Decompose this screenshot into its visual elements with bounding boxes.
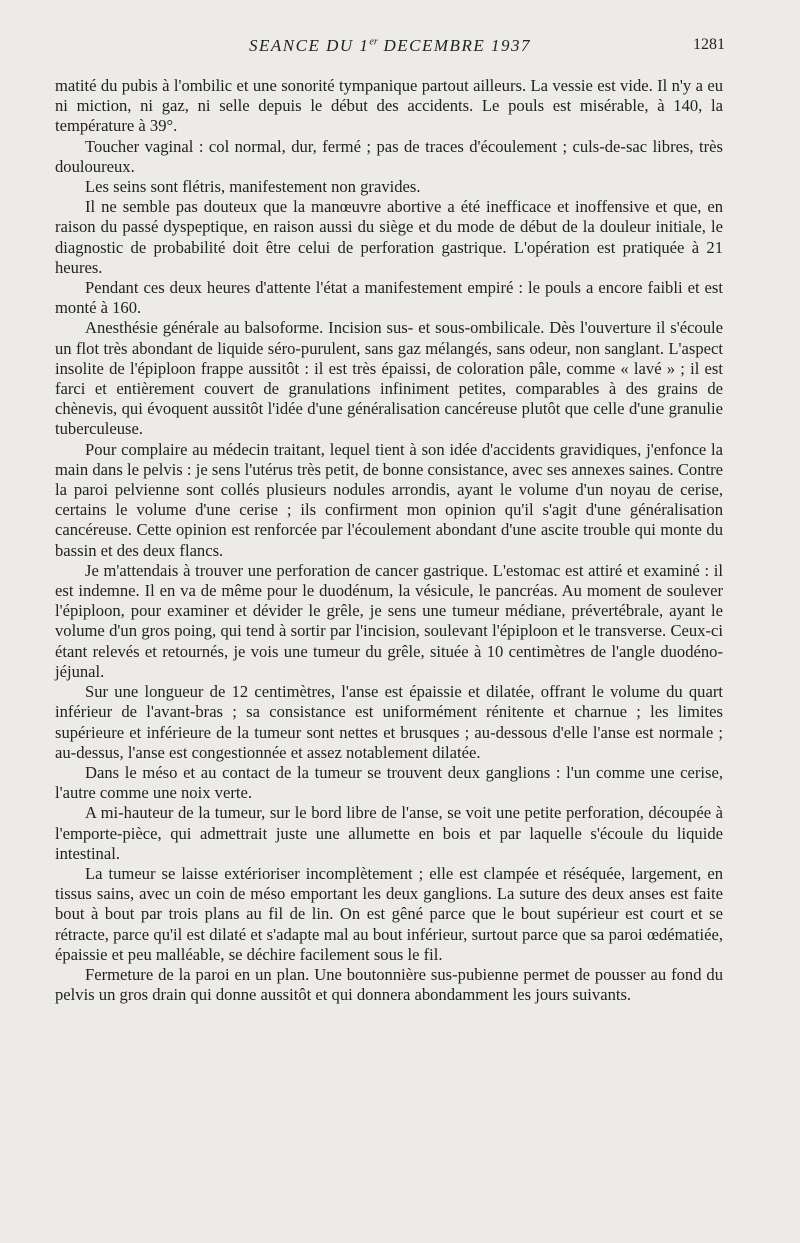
paragraph: Les seins sont flétris, manifestement non gravides. [85,177,421,197]
paragraph: A mi-hauteur de la tumeur, sur le bord libre de l'anse, se voit une petite perforation, découpée à l'emporte-pièce, qui admettrait juste une allumette en bois et par laquelle s'écoule du liquide intestinal. [55,803,723,863]
paragraph: Pendant ces deux heures d'attente l'état a manifestement empiré : le pouls a encore faibli et est monté à 160. [55,278,723,318]
running-title-part-b: DECEMBRE 1937 [377,36,531,55]
body-text [55,76,723,1005]
paragraph: Il ne semble pas douteux que la manœuvre abortive a été inefficace et inoffensive et que, en raison du passé dyspeptique, en raison aussi du siège et du mode de début de la douleur initiale, le diagnostic de probabilité doit être celui de perforation gastrique. L'opération est pratiquée à 21 heures. [55,197,723,277]
page-number: 1281 [693,36,725,53]
paragraph: Je m'attendais à trouver une perforation de cancer gastrique. L'estomac est attiré et examiné : il est indemne. Il en va de même pour le duodénum, la vésicule, le pancréas. Au moment de soulever l'épiploon, pour examiner et dévider le grêle, je sens une tumeur médiane, prévertébrale, ayant le volume d'un gros poing, qui tend à sortir par l'incision, soulevant l'épiploon et le transverse. Ceux-ci étant relevés et retournés, je vois une tumeur du grêle, située à 10 centimètres de l'angle duodéno-jéjunal. [55,560,723,681]
paragraph: Toucher vaginal : col normal, dur, fermé ; pas de traces d'écoulement ; culs-de-sac libres, très douloureux. [55,136,723,176]
page-header [55,32,725,60]
paragraph: Sur une longueur de 12 centimètres, l'anse est épaissie et dilatée, offrant le volume du quart inférieur de l'avant-bras ; sa consistance est uniformément rénitente et charnue ; les limites supérieure et inférieure de la tumeur sont nettes et brusques ; au-dessous d'elle l'anse est normale ; au-dessus, l'anse est congestionnée et assez notablement dilatée. [55,682,723,762]
paragraph: Fermeture de la paroi en un plan. Une boutonnière sus-pubienne permet de pousser au fond du pelvis un gros drain qui donne aussitôt et qui donnera abondamment les jours suivants. [55,964,723,1005]
paragraph: Anesthésie générale au balsoforme. Incision sus- et sous-ombilicale. Dès l'ouverture il s'écoule un flot très abondant de liquide séro-purulent, sans gaz mélangés, sans odeur, non sanglant. L'aspect insolite de l'épiploon frappe aussitôt : il est très épaissi, de coloration pâle, comme « lavé » ; il est farci et entièrement couvert de granulations infiniment petites, comparables à des grains de chènevis, qui évoquent aussitôt l'idée d'une généralisation cancéreuse plutôt que celle d'une granulie tuberculeuse. [55,318,723,439]
paragraph: matité du pubis à l'ombilic et une sonorité tympanique partout ailleurs. La vessie est vide. Il n'y a eu ni miction, ni gaz, ni selle depuis le début des accidents. Le pouls est misérable, à 140, la température à 39°. [55,76,723,136]
running-title-superscript: er [369,36,378,48]
paragraph: Pour complaire au médecin traitant, lequel tient à son idée d'accidents gravidiques, j'enfonce la main dans le pelvis : je sens l'utérus très petit, de bonne consistance, avec ses annexes saines. Contre la paroi pelvienne sont collés plusieurs nodules arrondis, ayant le volume d'un noyau de cerise, certains le volume d'une cerise ; ils confirment mon opinion qu'il s'agit d'une généralisation cancéreuse. Cette opinion est renforcée par l'écoulement abondant d'une ascite trouble qui monte du bassin et des deux flancs. [55,439,723,560]
running-title [55,36,725,56]
paragraph: Dans le méso et au contact de la tumeur se trouvent deux ganglions : l'un comme une cerise, l'autre comme une noix verte. [55,762,723,803]
paragraph: La tumeur se laisse extérioriser incomplètement ; elle est clampée et réséquée, largement, en tissus sains, avec un coin de méso emportant les deux ganglions. La suture des deux anses est faite bout à bout par trois plans au fil de lin. On est gêné parce que le bout supérieur est court et se rétracte, parce qu'il est dilaté et s'adapte mal au bout inférieur, surtout parce que sa paroi œdématiée, épaissie et peu malléable, se déchire facilement sous le fil. [55,863,723,964]
running-title-part-a: SEANCE DU 1 [249,36,370,55]
